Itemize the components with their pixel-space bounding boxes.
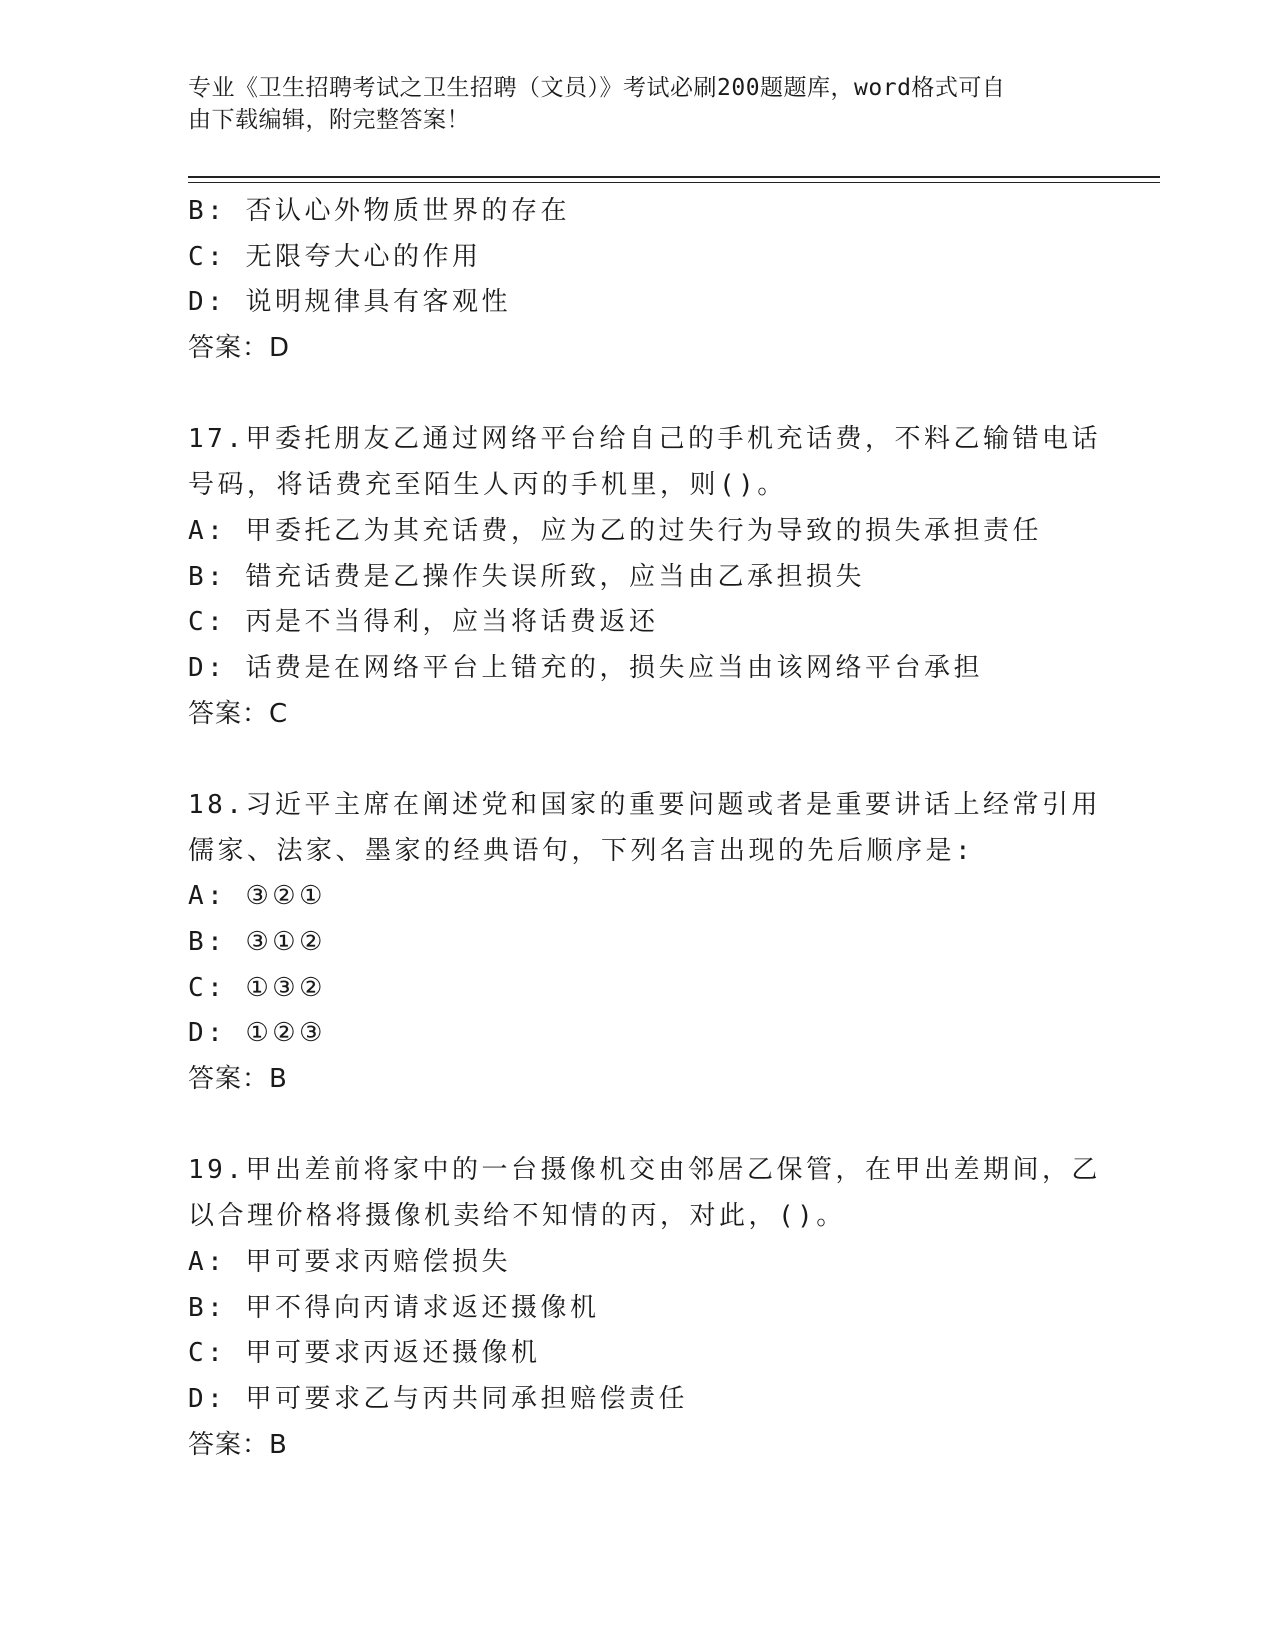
option-a: A: ③②① — [188, 881, 326, 912]
option-b: B: 甲不得向丙请求返还摄像机 — [188, 1292, 600, 1323]
answer: 答案：B — [188, 1429, 288, 1460]
option-c: C: ①③② — [188, 972, 326, 1003]
question-gap — [188, 372, 1088, 418]
option-c: C: 无限夸大心的作用 — [188, 241, 482, 272]
page-header — [188, 72, 1068, 136]
option-b: B: ③①② — [188, 927, 326, 957]
header-divider-thick — [188, 176, 1160, 178]
header-line-1: 专业《卫生招聘考试之卫生招聘（文员）》考试必刷200题题库，word格式可自 — [188, 75, 1006, 101]
question-stem: 19.甲出差前将家中的一台摄像机交由邻居乙保管，在甲出差期间，乙 — [188, 1155, 1101, 1186]
option-b: B: 否认心外物质世界的存在 — [188, 196, 570, 226]
option-d: D: 话费是在网络平台上错充的，损失应当由该网络平台承担 — [188, 652, 983, 683]
option-a: A: 甲可要求丙赔偿损失 — [188, 1246, 511, 1277]
option-a: A: 甲委托乙为其充话费，应为乙的过失行为导致的损失承担责任 — [188, 515, 1042, 546]
question-16 — [188, 189, 1088, 372]
question-18 — [188, 783, 1101, 1103]
option-d: D: 甲可要求乙与丙共同承担赔偿责任 — [188, 1383, 688, 1414]
question-list — [188, 189, 1101, 1468]
option-c: C: 甲可要求丙返还摄像机 — [188, 1338, 541, 1369]
question-gap — [188, 1103, 1088, 1149]
question-stem: 17.甲委托朋友乙通过网络平台给自己的手机充话费，不料乙输错电话 — [188, 424, 1101, 455]
answer: 答案：B — [188, 1064, 288, 1095]
option-c: C: 丙是不当得利，应当将话费返还 — [188, 607, 659, 638]
question-stem: 以合理价格将摄像机卖给不知情的丙，对此，()。 — [188, 1201, 846, 1232]
answer: 答案：C — [188, 698, 289, 729]
question-stem: 号码，将话费充至陌生人丙的手机里，则()。 — [188, 470, 787, 501]
question-stem: 18.习近平主席在阐述党和国家的重要问题或者是重要讲话上经常引用 — [188, 789, 1101, 820]
question-gap — [188, 737, 1088, 783]
option-d: D: 说明规律具有客观性 — [188, 287, 511, 318]
answer: 答案：D — [188, 333, 291, 364]
question-17 — [188, 417, 1101, 737]
question-stem: 儒家、法家、墨家的经典语句，下列名言出现的先后顺序是: — [188, 835, 975, 866]
header-line-2: 由下载编辑，附完整答案！ — [188, 107, 470, 133]
option-b: B: 错充话费是乙操作失误所致，应当由乙承担损失 — [188, 561, 865, 592]
question-19 — [188, 1148, 1101, 1468]
option-d: D: ①②③ — [188, 1018, 326, 1049]
header-divider-thin — [188, 182, 1160, 183]
